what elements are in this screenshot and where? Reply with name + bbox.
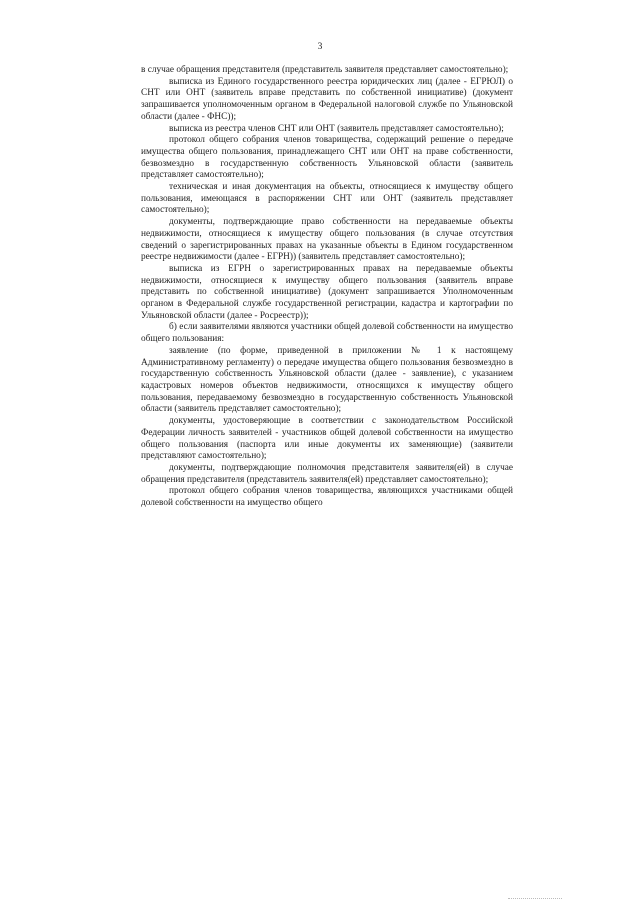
paragraph: выписка из реестра членов СНТ или ОНТ (заявитель представляет самостоятельно);	[169, 123, 504, 134]
paragraph: документы, удостоверяющие в соответствии с законодательством Российской Федерации личность заявителей - участников общей долевой собственности на имущество общего пользования (паспорта или иные документы их заменяющие) (заявители представляют самостоятельно);	[141, 416, 513, 462]
paragraph: протокол общего собрания членов товарищества, являющихся участниками общей долевой собственности на имущество общего	[141, 486, 513, 509]
document-body	[141, 65, 513, 510]
paragraph: б) если заявителями являются участники общей долевой собственности на имущество общего пользования:	[141, 322, 513, 345]
paragraph: документы, подтверждающие полномочия представителя заявителя(ей) в случае обращения представителя (представитель заявителя(ей) представляет самостоятельно);	[141, 462, 513, 485]
page-number: 3	[317, 42, 323, 52]
paragraph: в случае обращения представителя (представитель заявителя представляет самостоятельно);	[141, 65, 509, 75]
paragraph: выписка из Единого государственного реестра юридических лиц (далее - ЕГРЮЛ) о СНТ или ОНТ (заявитель вправе представить по собственной инициативе) (документ запрашивается уполномоченным органом в Федеральной налоговой службе по Ульяновской области (далее - ФНС));	[141, 76, 513, 122]
paragraph: выписка из ЕГРН о зарегистрированных правах на передаваемые объекты недвижимости, относящиеся к имуществу общего пользования (заявитель вправе представить по собственной инициативе) (документ запрашивается Уполномоченным органом в Федеральной службе государственной регистрации, кадастра и картографии по Ульяновской области (далее - Росреестр));	[141, 263, 513, 321]
paragraph: техническая и иная документация на объекты, относящиеся к имуществу общего пользования, имеющаяся в распоряжении СНТ или ОНТ (заявитель представляет самостоятельно);	[141, 182, 513, 216]
paragraph: документы, подтверждающие право собственности на передаваемые объекты недвижимости, относящиеся к имуществу общего пользования (в случае отсутствия сведений о зарегистрированных правах на указанные объекты в Едином государственном реестре недвижимости (далее - ЕГРН)) (заявитель представляет самостоятельно);	[141, 217, 513, 263]
footer-divider	[508, 898, 562, 900]
paragraph: протокол общего собрания членов товарищества, содержащий решение о передаче имущества общего пользования, принадлежащего СНТ или ОНТ на праве собственности, безвозмездно в государственную собственность Ульяновской области (заявитель представляет самостоятельно);	[141, 135, 513, 181]
paragraph: заявление (по форме, приведенной в приложении № 1 к настоящему Административному регламенту) о передаче имущества общего пользования безвозмездно в государственную собственность Ульяновской области (далее - заявление), с указанием кадастровых номеров объектов недвижимости, относящихся к имуществу общего пользования, передаваемому безвозмездно в государственную собственность Ульяновской области (заявитель представляет самостоятельно);	[141, 345, 513, 415]
